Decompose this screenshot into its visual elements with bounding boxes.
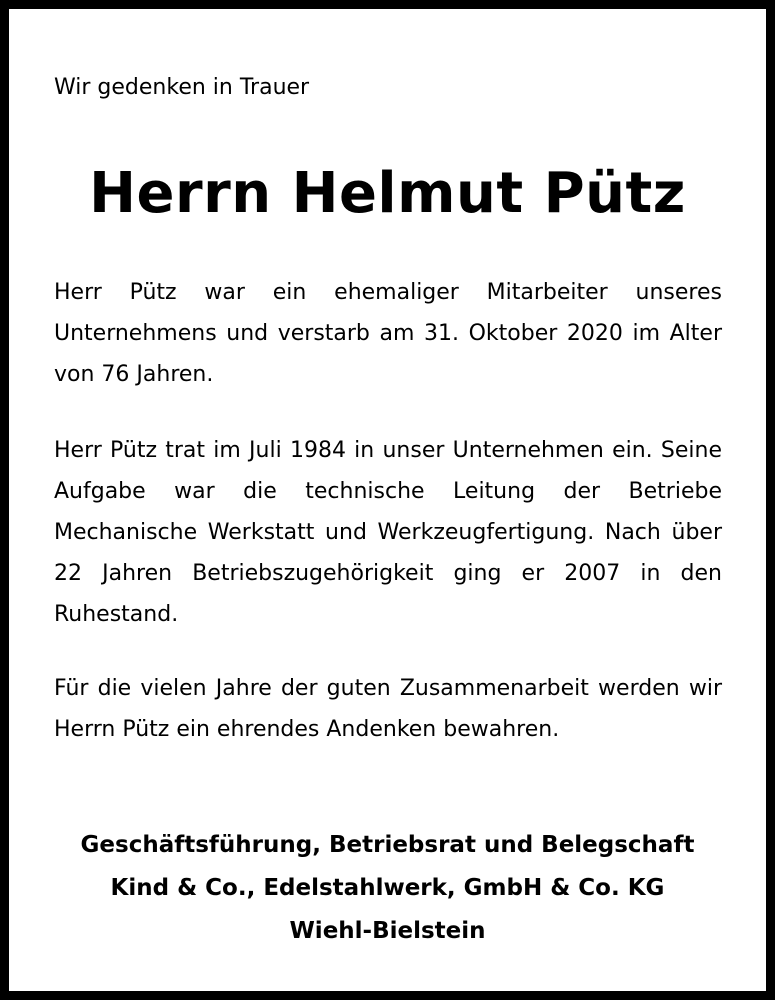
signature-line-location: Wiehl-Bielstein xyxy=(289,918,486,944)
intro-line: Wir gedenken in Trauer xyxy=(54,75,310,100)
deceased-name: Herrn Helmut Pütz xyxy=(89,161,686,226)
paragraph-employment-death: Herr Pütz war ein ehemaliger Mitarbeiter unseres Unternehmens und verstarb am 31. Oktober 2020 im Alter von 76 Jahren. xyxy=(54,280,722,387)
signature-line-company: Kind & Co., Edelstahlwerk, GmbH & Co. KG xyxy=(110,875,665,901)
signature-block xyxy=(9,824,766,953)
paragraph-remembrance: Für die vielen Jahre der guten Zusammenarbeit werden wir Herrn Pütz ein ehrendes Andenken bewahren. xyxy=(54,676,722,742)
signature-line-staff: Geschäftsführung, Betriebsrat und Belegschaft xyxy=(80,832,695,858)
paragraph-career: Herr Pütz trat im Juli 1984 in unser Unternehmen ein. Seine Aufgabe war die technische Leitung der Betriebe Mechanische Werkstatt und Werkzeugfertigung. Nach über 22 Jahren Betriebszugehörigkeit ging er 2007 in den Ruhestand. xyxy=(54,438,722,627)
